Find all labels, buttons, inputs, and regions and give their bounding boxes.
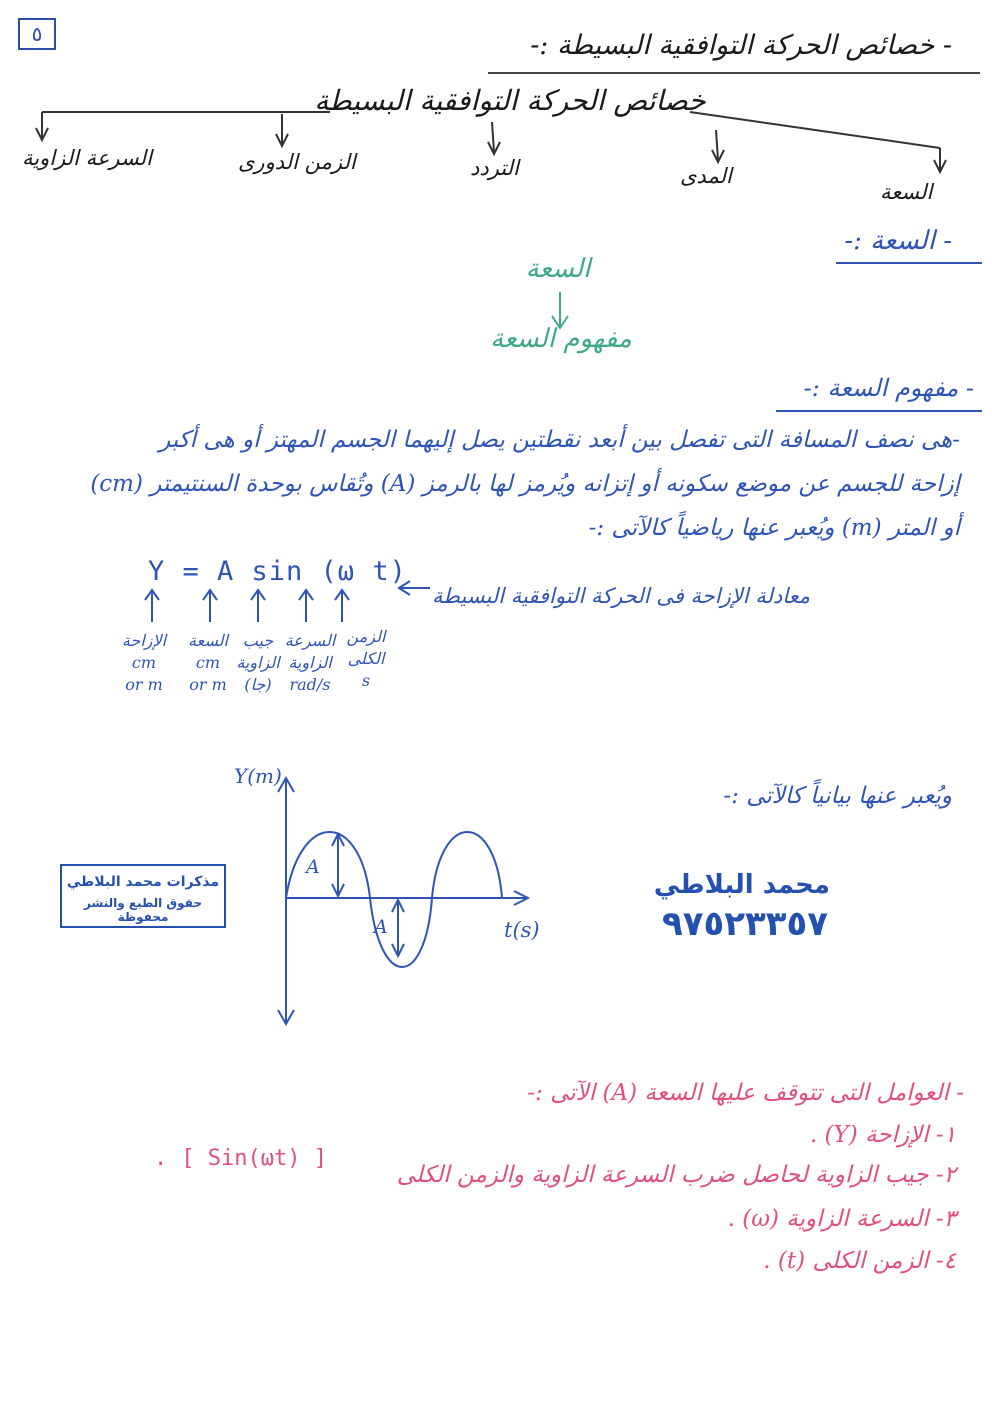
diagram-branches xyxy=(0,0,992,220)
part-displacement: الإزاحة cm or m xyxy=(121,631,167,694)
equation-part-arrows xyxy=(130,586,370,626)
y-axis xyxy=(278,778,294,1022)
copyright-stamp: مذكرات محمد البلاطي حقوق الطبع والنشر محفوظة xyxy=(60,864,226,928)
x-axis-label: t(s) xyxy=(504,918,540,942)
definition-underline xyxy=(776,410,982,412)
factor-3: ٣- السرعة الزاوية (ω) . xyxy=(727,1206,956,1232)
equation-label: معادلة الإزاحة فى الحركة التوافقية البسيطة xyxy=(432,584,810,608)
page-number: ٥ xyxy=(18,18,56,50)
factor-2: ٢- جيب الزاوية لحاصل ضرب السرعة الزاوية والزمن الكلى xyxy=(396,1162,956,1188)
part-amplitude: السعة cm or m xyxy=(188,631,228,694)
equation-label-arrow xyxy=(396,578,432,598)
mini-root: السعة xyxy=(525,254,591,284)
definition-paragraph xyxy=(20,418,960,550)
graph-caption: ويُعبر عنها بيانياً كالآتى :- xyxy=(723,783,952,809)
main-title: - خصائص الحركة التوافقية البسيطة :- xyxy=(530,30,952,61)
sine-bracket-formula: . [ Sin(ωt) ] xyxy=(154,1146,327,1171)
factor-1: ١- الإزاحة (Y) . xyxy=(809,1122,956,1148)
sine-graph xyxy=(220,760,580,1030)
definition-heading: - مفهوم السعة :- xyxy=(803,374,974,402)
factors-heading: - العوامل التى تتوقف عليها السعة (A) الآتى :- xyxy=(527,1080,964,1106)
branch-angular-velocity: السرعة الزاوية xyxy=(22,146,152,170)
branch-frequency: التردد xyxy=(470,156,519,180)
amplitude-underline xyxy=(836,262,982,264)
diagram-root: خصائص الحركة التوافقية البسيطة xyxy=(314,84,706,117)
amplitude-top-marker xyxy=(332,834,344,896)
definition-line-3: أو المتر (m) ويُعبر عنها رياضياً كالآتى :- xyxy=(588,515,960,541)
amplitude-heading: - السعة :- xyxy=(844,226,952,256)
x-axis xyxy=(286,891,528,905)
amplitude-bottom-marker xyxy=(392,900,404,956)
branch-range: المدى xyxy=(680,164,732,188)
branch-amplitude: السعة xyxy=(880,180,933,204)
amplitude-label-bottom: A xyxy=(374,916,388,938)
mini-child: مفهوم السعة xyxy=(490,324,632,354)
part-sine: جيب الزاوية (جا) xyxy=(236,631,280,694)
part-total-time: الزمن الكلى s xyxy=(346,627,386,690)
factor-4: ٤- الزمن الكلى (t) . xyxy=(763,1248,956,1274)
part-angular-velocity: السرعة الزاوية rad/s xyxy=(284,631,336,694)
definition-line-1: -هى نصف المسافة التى تفصل بين أبعد نقطتين يصل إليهما الجسم المهتز أو هى أكبر xyxy=(159,427,960,453)
author-phone: ٩٧٥٢٣٣٥٧ xyxy=(661,904,828,944)
y-axis-label: Y(m) xyxy=(234,764,282,788)
displacement-equation: Y = A sin (ω t) xyxy=(148,556,407,587)
author-name: محمد البلاطي xyxy=(653,870,830,900)
amplitude-label-top: A xyxy=(306,856,320,878)
branch-period: الزمن الدورى xyxy=(238,150,356,174)
definition-line-2: إزاحة للجسم عن موضع سكونه أو إتزانه ويُرمز لها بالرمز (A) وتُقاس بوحدة السنتيمتر (cm) xyxy=(90,471,960,497)
